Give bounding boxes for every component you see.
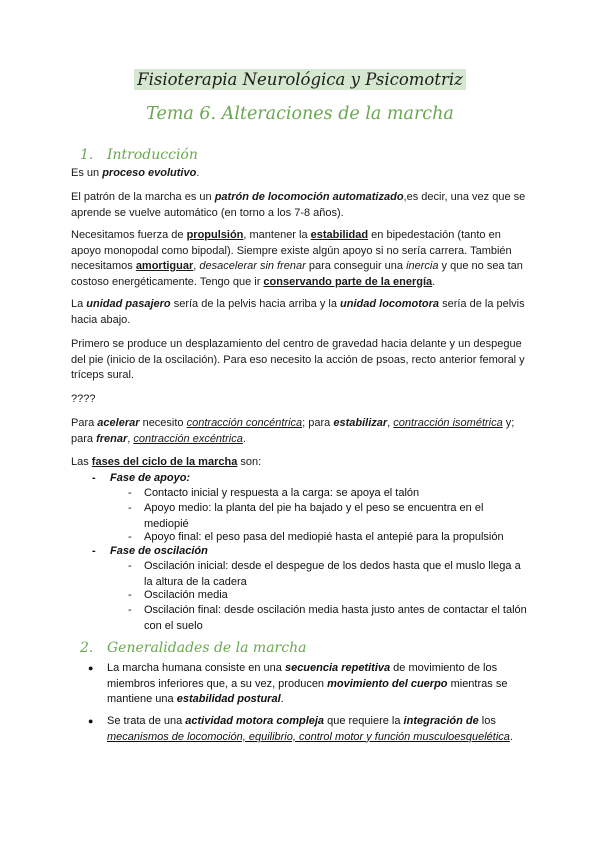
paragraph-intro-6: ????: [71, 393, 96, 405]
bullet-item: ● Se trata de una actividad motora compleja que requiere la integración de los mecanismos de locomoción, equilibrio, control motor y función musculoesquelética.: [88, 715, 513, 743]
list-item: - Oscilación final: desde oscilación media hasta justo antes de contactar el talón con el suelo: [128, 604, 527, 632]
list-item: - Contacto inicial y respuesta a la carga: se apoya el talón: [128, 487, 420, 499]
list-item-fase-oscilacion: - Fase de oscilación: [92, 545, 208, 557]
list-item: - Oscilación media: [128, 589, 228, 601]
document-subtitle: Tema 6. Alteraciones de la marcha: [146, 104, 454, 124]
paragraph-intro-4: La unidad pasajero sería de la pelvis hacia arriba y la unidad locomotora sería de la pelvis hacia abajo.: [71, 298, 525, 326]
paragraph-intro-3: Necesitamos fuerza de propulsión, mantener la estabilidad en bipedestación (tanto en apoyo monopodal como bipodal). Siempre existe algún apoyo si no sería carrera. También necesitamos amortiguar, desacelerar sin frenar para conseguir una inercia y que no sea tan costoso energéticamente. Tengo que ir conservando parte de la energía.: [71, 229, 523, 288]
document-title: Fisioterapia Neurológica y Psicomotriz: [0, 70, 600, 89]
section-heading-generalidades: 2. Generalidades de la marcha: [80, 640, 307, 656]
list-item: - Apoyo final: el peso pasa del mediopié hasta el antepié para la propulsión: [128, 531, 504, 543]
paragraph-intro-2: El patrón de la marcha es un patrón de locomoción automatizado,es decir, una vez que se aprende se vuelve automático (en torno a los 7-8 años).: [71, 191, 526, 219]
bullet-item: ● La marcha humana consiste en una secuencia repetitiva de movimiento de los miembros inferiores que, a su vez, producen movimiento del cuerpo mientras se mantiene una estabilidad postural.: [88, 662, 508, 705]
paragraph-intro-8: Las fases del ciclo de la marcha son:: [71, 456, 262, 468]
list-item: - Oscilación inicial: desde el despegue de los dedos hasta que el muslo llega a la altura de la cadera: [128, 560, 521, 588]
paragraph-intro-7: Para acelerar necesito contracción concéntrica; para estabilizar, contracción isométrica y; para frenar, contracción excéntrica.: [71, 417, 515, 445]
section-heading-introduccion: 1. Introducción: [80, 147, 198, 163]
paragraph-intro-5: Primero se produce un desplazamiento del centro de gravedad hacia delante y un despegue del pie (inicio de la oscilación). Para eso necesito la acción de psoas, recto anterior femoral y tríceps sural.: [71, 338, 525, 381]
list-item: - Apoyo medio: la planta del pie ha bajado y el peso se encuentra en el mediopié: [128, 502, 484, 530]
list-item-fase-apoyo: - Fase de apoyo:: [92, 472, 191, 484]
paragraph-intro-1: Es un proceso evolutivo.: [71, 167, 200, 179]
